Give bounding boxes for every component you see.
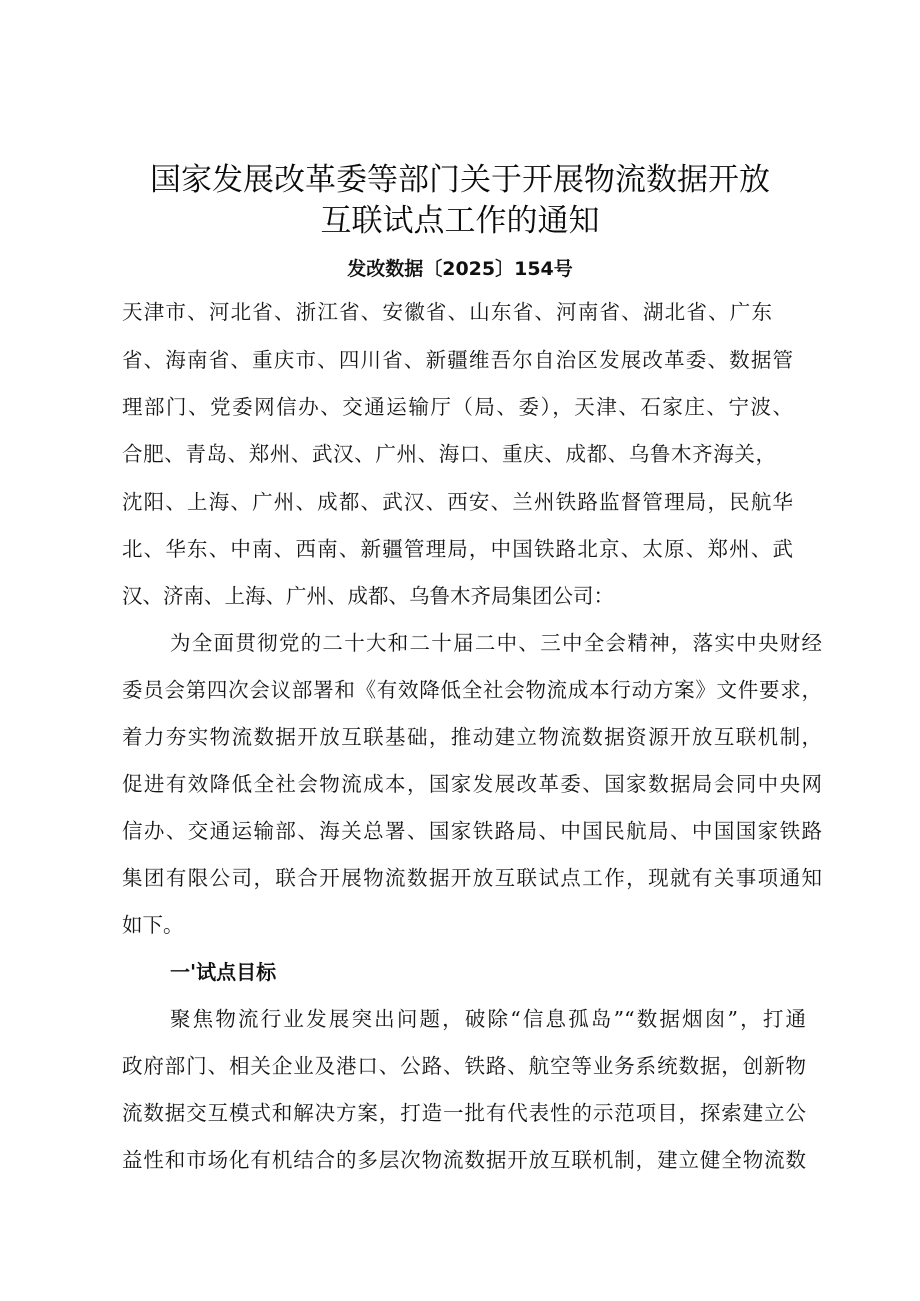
addressee-line: 天津市、河北省、浙江省、安徽省、山东省、河南省、湖北省、广东 bbox=[122, 300, 772, 324]
document-title-line-1: 国家发展改革委等部门关于开展物流数据开放 bbox=[150, 162, 770, 198]
paragraph-line: 流数据交互模式和解决方案，打造一批有代表性的示范项目，探索建立公 bbox=[122, 1101, 806, 1125]
paragraph-line: 委员会第四次会议部署和《有效降低全社会物流成本行动方案》文件要求， bbox=[122, 678, 822, 702]
paragraph-line: 政府部门、相关企业及港口、公路、铁路、航空等业务系统数据，创新物 bbox=[122, 1054, 806, 1078]
addressee-line: 沈阳、上海、广州、成都、武汉、西安、兰州铁路监督管理局，民航华 bbox=[122, 490, 793, 514]
document-title-line-2: 互联试点工作的通知 bbox=[320, 203, 600, 239]
paragraph-line: 促进有效降低全社会物流成本，国家发展改革委、国家数据局会同中央网 bbox=[122, 772, 822, 796]
addressee-line: 汉、济南、上海、广州、成都、乌鲁木齐局集团公司： bbox=[122, 584, 614, 608]
section-heading: 一'试点目标 bbox=[170, 960, 277, 984]
paragraph-line: 益性和市场化有机结合的多层次物流数据开放互联机制，建立健全物流数 bbox=[122, 1148, 806, 1172]
paragraph-line: 为全面贯彻党的二十大和二十届二中、三中全会精神，落实中央财经 bbox=[170, 631, 822, 655]
paragraph-line: 如下。 bbox=[122, 913, 184, 937]
paragraph-line: 集团有限公司，联合开展物流数据开放互联试点工作，现就有关事项通知 bbox=[122, 866, 822, 890]
addressee-line: 北、华东、中南、西南、新疆管理局，中国铁路北京、太原、郑州、武 bbox=[122, 537, 793, 561]
paragraph-line: 着力夯实物流数据开放互联基础，推动建立物流数据资源开放互联机制， bbox=[122, 725, 822, 749]
addressee-line: 省、海南省、重庆市、四川省、新疆维吾尔自治区发展改革委、数据管 bbox=[122, 348, 793, 372]
paragraph-line: 聚焦物流行业发展突出问题，破除“信息孤岛”“数据烟囱”，打通 bbox=[170, 1007, 806, 1031]
addressee-line: 理部门、党委网信办、交通运输厅（局、委），天津、石家庄、宁波、 bbox=[122, 395, 793, 419]
addressee-line: 合肥、青岛、郑州、武汉、广州、海口、重庆、成都、乌鲁木齐海关， bbox=[122, 442, 776, 466]
paragraph-line: 信办、交通运输部、海关总署、国家铁路局、中国民航局、中国国家铁路 bbox=[122, 819, 822, 843]
document-number: 发改数据〔2025〕154号 bbox=[347, 258, 573, 280]
